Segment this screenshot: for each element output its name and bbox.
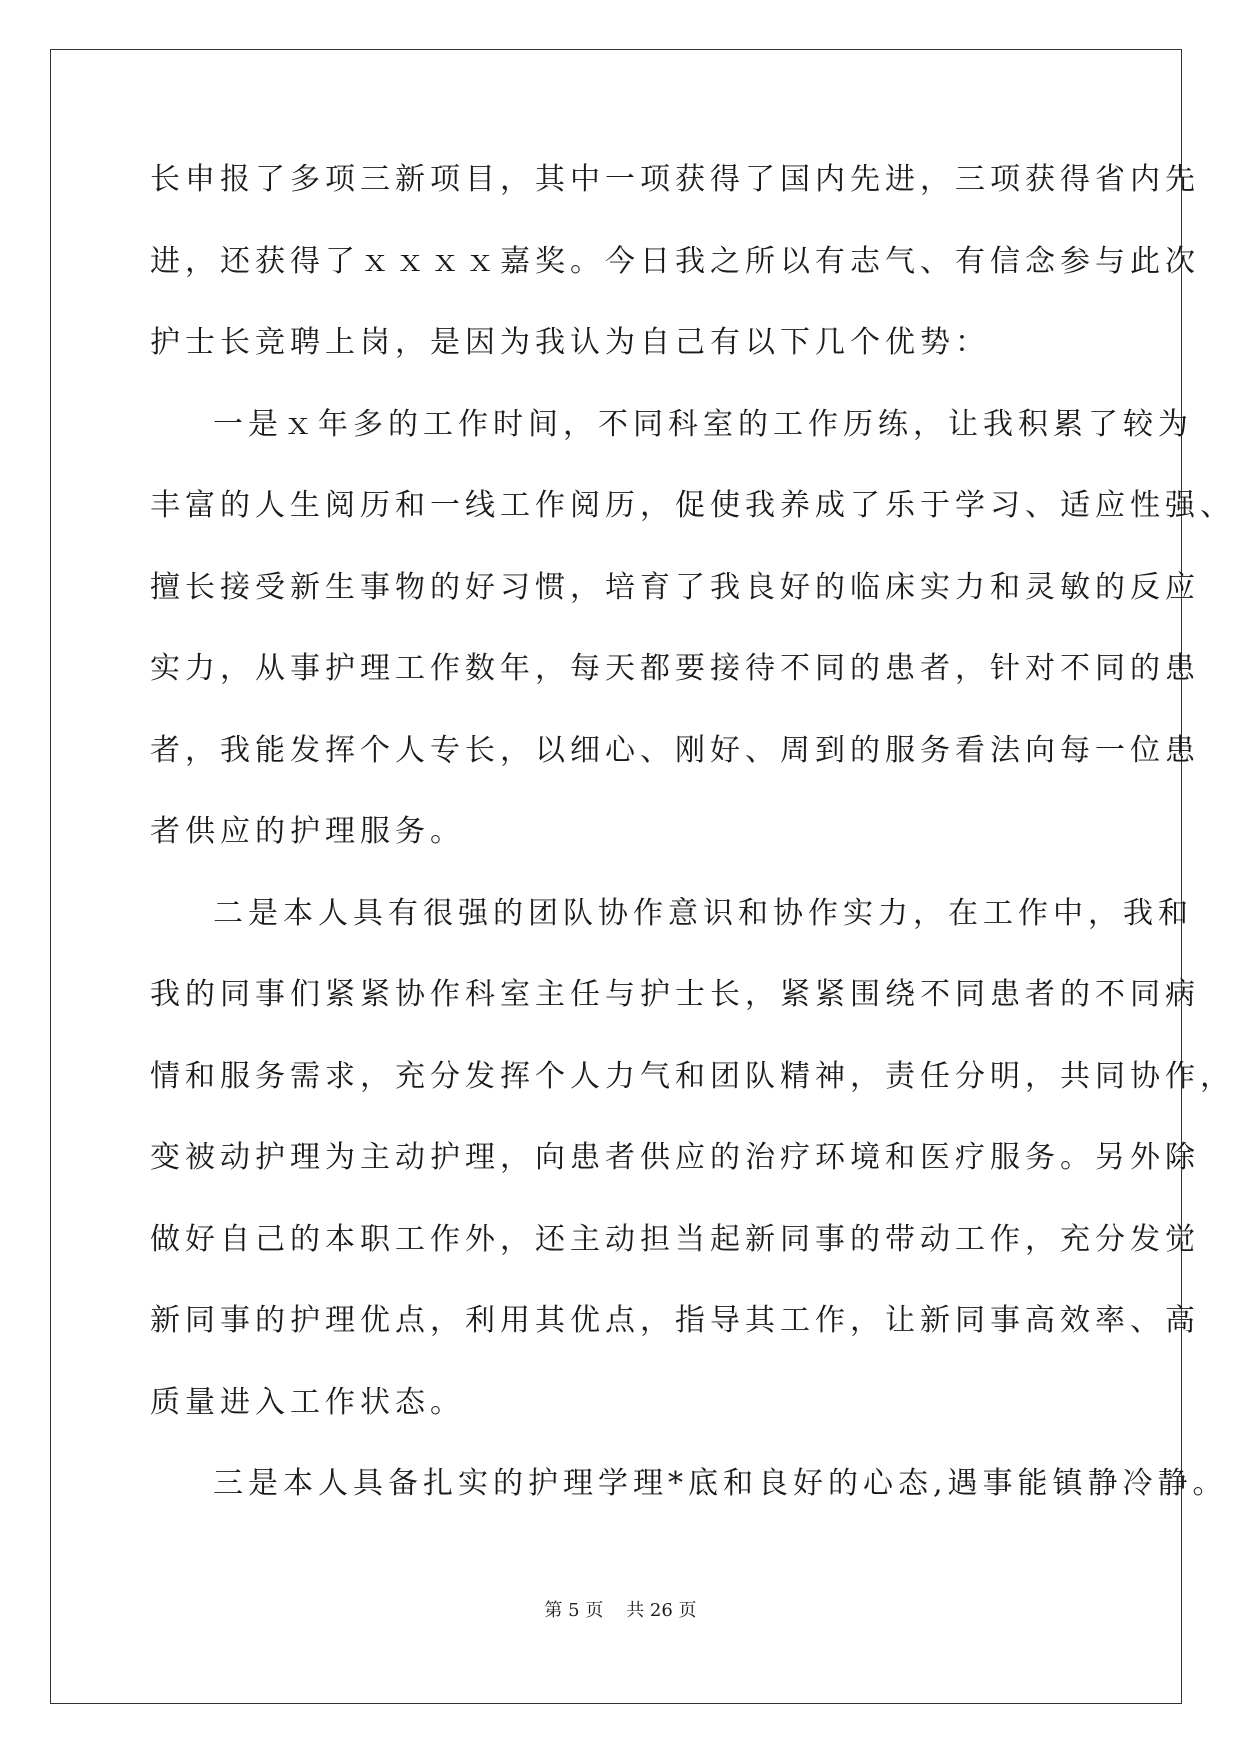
text-line: 者，我能发挥个人专长，以细心、刚好、周到的服务看法向每一位患	[150, 732, 1200, 768]
document-body	[150, 160, 1235, 1546]
text-line: 长申报了多项三新项目，其中一项获得了国内先进，三项获得省内先	[150, 162, 1200, 197]
text-line: 者供应的护理服务。	[150, 814, 465, 849]
text-line: 变被动护理为主动护理，向患者供应的治疗环境和医疗服务。另外除	[150, 1140, 1200, 1175]
text-line: 三是本人具备扎实的护理学理*底和良好的心态,遇事能镇静冷静。	[213, 1466, 1228, 1501]
text-line: 做好自己的本职工作外，还主动担当起新同事的带动工作，充分发觉	[150, 1221, 1200, 1257]
text-line: 新同事的护理优点，利用其优点，指导其工作，让新同事高效率、高	[150, 1303, 1200, 1338]
text-line: 我的同事们紧紧协作科室主任与护士长，紧紧围绕不同患者的不同病	[150, 977, 1200, 1012]
text-line: 二是本人具有很强的团队协作意识和协作实力，在工作中，我和	[213, 895, 1193, 931]
page-number-footer: 第 5 页 共 26 页	[544, 1600, 697, 1621]
text-line: 情和服务需求，充分发挥个人力气和团队精神，责任分明，共同协作，	[150, 1058, 1235, 1094]
text-line: 丰富的人生阅历和一线工作阅历，促使我养成了乐于学习、适应性强、	[150, 488, 1235, 523]
text-line: 进，还获得了ｘｘｘｘ嘉奖。今日我之所以有志气、有信念参与此次	[150, 243, 1200, 279]
text-line: 质量进入工作状态。	[150, 1384, 465, 1420]
text-line: 一是ｘ年多的工作时间，不同科室的工作历练，让我积累了较为	[213, 406, 1193, 442]
text-line: 实力，从事护理工作数年，每天都要接待不同的患者，针对不同的患	[150, 651, 1200, 686]
text-line: 擅长接受新生事物的好习惯，培育了我良好的临床实力和灵敏的反应	[150, 569, 1200, 605]
text-line: 护士长竞聘上岗，是因为我认为自己有以下几个优势：	[150, 325, 990, 360]
